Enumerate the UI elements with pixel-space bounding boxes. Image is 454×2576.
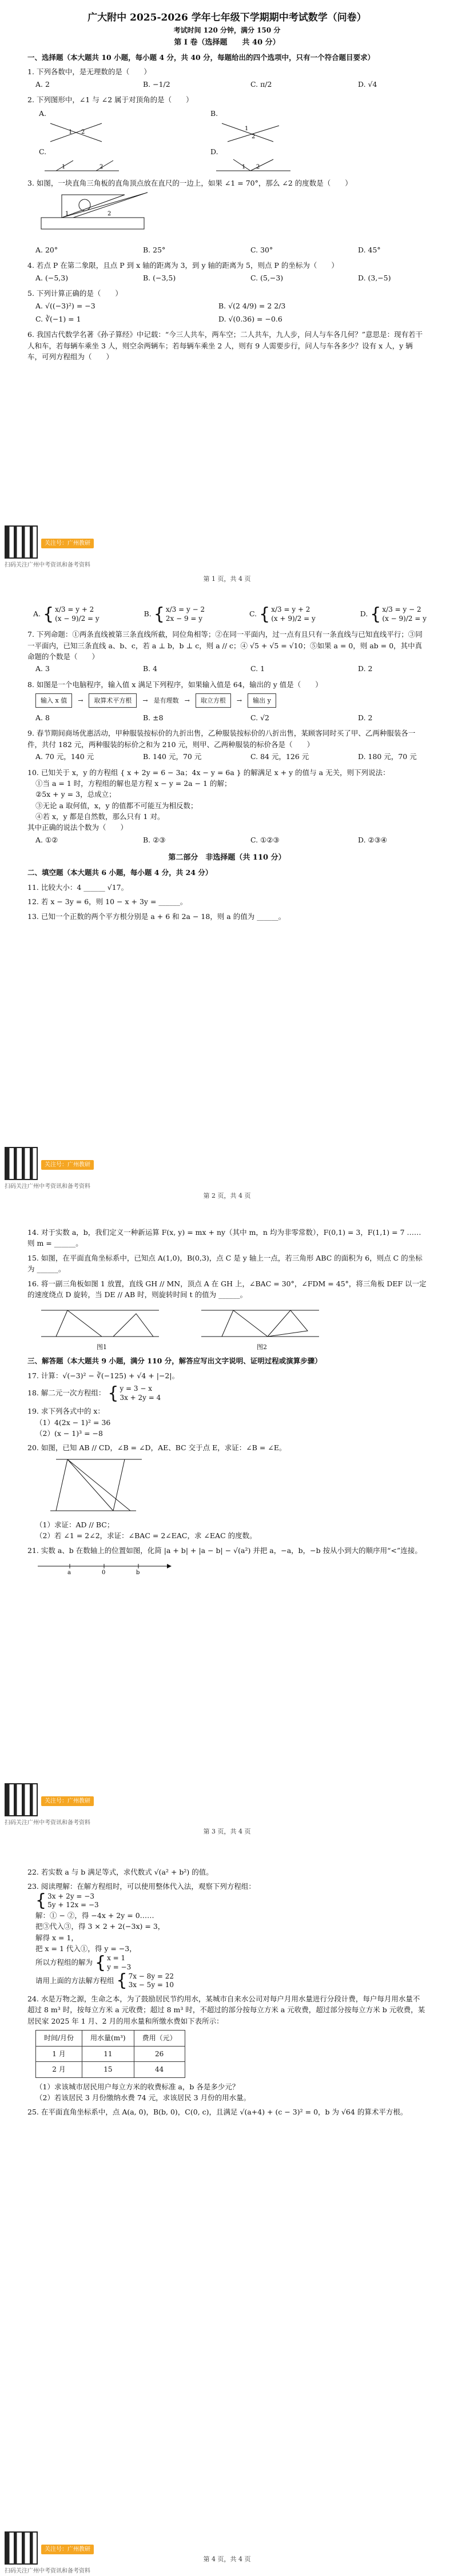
- option-d: D. 180 元，70 元: [358, 752, 417, 761]
- option-a: A. 2: [35, 79, 50, 89]
- table-row: 2 月 15 44: [36, 2062, 185, 2078]
- question-22: 22. 若实数 a 与 b 满足等式，求代数式 √(a² + b²) 的值。: [27, 1868, 213, 1876]
- option-c: C. √2: [250, 713, 269, 723]
- question-stem: 6. 我国古代数学名著《孙子算经》中记载：“今三人共车，两车空；二人共车，九人步，问人与车各几何？”意思是：现有若干人和车，若每辆车乘坐 3 人，则空余两辆车；若每辆车乘坐 2 人，则有 9 人需要步行，问人与车各多少？设有 x 人，y 辆车，可列方程组为（ ）: [27, 330, 423, 362]
- table-row: 1 月 11 26: [36, 2046, 185, 2062]
- option-d: D. 2: [358, 664, 373, 673]
- qr-code-icon: [5, 525, 38, 559]
- solution-step: 解：① − ②，得 −4x + 2y = 0……: [35, 1911, 154, 1920]
- option-b: B. 4: [143, 664, 158, 673]
- question-stem: 4. 若点 P 在第二象限，且点 P 到 x 轴的距离为 3，到 y 轴的距离为 5，则点 P 的坐标为（ ）: [27, 261, 338, 270]
- number-line: [35, 1558, 173, 1575]
- question-21: 21. 实数 a、b 在数轴上的位置如图，化简 |a + b| + |a − b| − √(a²) 并把 a，−a，b，−b 按从小到大的顺序用“<”连接。: [27, 1546, 422, 1555]
- statement-2: ②5x + y = 3，总成立；: [35, 790, 116, 799]
- solution-answer: 所以方程组的解为 { x = 1 y = −3: [35, 1953, 132, 1973]
- svg-text:1: 1: [245, 125, 249, 132]
- ad-badge: 关注号：广州教研: [41, 2545, 94, 2555]
- question-16-figures: [27, 1302, 427, 1352]
- parallel-lines-figure: [45, 1454, 148, 1516]
- page-3: [0, 1214, 454, 1848]
- qr-code-icon: [5, 2531, 38, 2565]
- ask-system: 请用上面的方法解方程组 { 7x − 8y = 22 3x − 5y = 10: [35, 1971, 174, 1991]
- option-a-figure: A. 1 2: [39, 108, 130, 144]
- page-1: [0, 0, 454, 594]
- option-b: B. ②③: [143, 835, 166, 844]
- option-d: D. 2: [358, 713, 373, 723]
- svg-text:2: 2: [81, 129, 85, 135]
- exam-info: 考试时间 120 分钟，满分 150 分: [173, 26, 281, 35]
- question-stem: 1. 下列各数中，是无理数的是（ ）: [27, 67, 151, 77]
- option-a: A. ①②: [35, 835, 58, 844]
- subquestion-2: （2）(x − 1)³ = −8: [35, 1429, 103, 1438]
- page-number: 第 4 页，共 4 页: [203, 2555, 251, 2563]
- question-9: [27, 728, 427, 763]
- part2-title: 第二部分 非选择题（共 110 分）: [168, 853, 286, 862]
- option-d: D. (3,−5): [358, 273, 391, 282]
- question-stem: 3. 如图，一块直角三角板的直角顶点放在直尺的一边上，如果 ∠1 = 70°，那么 ∠2 的度数是（ ）: [27, 179, 352, 188]
- option-c: C. 30°: [250, 246, 273, 255]
- angle-figure-d: [210, 157, 302, 174]
- option-d: D. √4: [358, 79, 377, 89]
- section3-heading: 三、解答题（本大题共 9 小题，满分 110 分，解答应写出文字说明、证明过程或演算步骤）: [27, 1357, 322, 1366]
- option-c: C. ①②③: [250, 835, 280, 844]
- part1-title: 第 I 卷（选择题 共 40 分）: [174, 38, 280, 47]
- option-a: A. 20°: [35, 246, 58, 255]
- svg-text:2: 2: [252, 133, 256, 140]
- option-d: D. √(0.36) = −0.6: [218, 314, 282, 323]
- option-a: A. 8: [35, 713, 50, 723]
- option-b: B. −1/2: [143, 79, 170, 89]
- table-header: 用水量(m³): [82, 2030, 134, 2046]
- question-stem: 10. 已知关于 x，y 的方程组 { x + 2y = 6 − 3a；4x − y = 6a } 的解满足 x + y 的值与 a 无关，则下列说法：: [27, 768, 390, 777]
- option-c: C. π/2: [250, 79, 272, 89]
- flow-sqrt: 取算术平方根: [89, 693, 137, 708]
- question-7: [27, 629, 427, 676]
- question-13: 13. 已知一个正数的两个平方根分别是 a + 6 和 2a − 18，则 a 的值为 ______。: [27, 912, 286, 921]
- question-stem: 5. 下列计算正确的是（ ）: [27, 289, 122, 298]
- page-number: 第 2 页，共 4 页: [203, 1192, 251, 1199]
- program-flowchart: [27, 693, 427, 708]
- page-2: [0, 594, 454, 1211]
- page-number: 第 1 页，共 4 页: [203, 575, 251, 583]
- question-6-options: [27, 594, 427, 625]
- question-24: 24. 水是万物之源，生命之本，为了鼓励居民节约用水，某城市自来水公司对每户月用水量进行分段计费，每户每月用水量不超过 8 m³ 时，按每立方米 a 元收费；超过 8 m³ 时，不超过的部分按每立方米 a 元收费，超过部分按每立方米 b 元收费，某居民家 2025 年 1 月、2 月的用水量和所缴水费如下表所示： 时间/月份 用水量(m³) 费用（元） 1 月 11 26 2 月 15 44 （1）求该城市居民用户每立方米的收费标准 a，b 各是多少元？ （2）若该居民 3 月份缴纳水费 74 元，求该居民 3 月份的用水量。: [27, 1993, 427, 2104]
- option-c: C. 1: [250, 664, 265, 673]
- subquestion-2: （2）若该居民 3 月份缴纳水费 74 元，求该居民 3 月份的用水量。: [35, 2093, 251, 2102]
- question-19: 19. 求下列各式中的 x： （1）4(2x − 1)² = 36 （2）(x − 1)³ = −8: [27, 1406, 427, 1439]
- option-b: B. 140 元，70 元: [143, 752, 202, 761]
- angle-figure-b: [210, 119, 302, 144]
- question-2: [27, 94, 427, 174]
- flow-input: 输入 x 值: [35, 693, 72, 708]
- question-18: 18. 解二元一次方程组： { y = 3 − x 3x + 2y = 4: [27, 1383, 161, 1403]
- statement-3: ③无论 a 取何值，x，y 的值都不可能互为相反数；: [35, 801, 198, 810]
- footer-ad: [5, 1783, 94, 1826]
- question-stem: 7. 下列命题：①两条直线被第三条直线所截，同位角相等；②在同一平面内，过一点有且只有一条直线与已知直线平行；③同一平面内，已知三条直线 a、b、c，若 a ⊥ b，b ⊥ c，则 a // c；④ √5 + √5 = √10；⑤如果 a = 0，则 ab = 0，其中真命题的个数是（ ）: [27, 630, 423, 661]
- figure-1-label: 图1: [97, 1343, 107, 1351]
- svg-text:1: 1: [242, 164, 246, 171]
- option-b: B. (−3,5): [143, 273, 176, 282]
- question-2-figures-row2: [27, 146, 427, 174]
- subquestion-1: （1）求证：AD // BC；: [35, 1520, 114, 1530]
- subquestion-2: （2）若 ∠1 = 2∠2，求证：∠BAC = 2∠EAC，求 ∠EAC 的度数。: [35, 1531, 257, 1540]
- question-17: 17. 计算：√(−3)² − ∛(−125) + √4 + |−2|。: [27, 1371, 180, 1380]
- statement-4: ④若 x，y 都是自然数，那么只有 1 对。: [35, 812, 165, 821]
- ad-text: 扫码关注广州中考资讯和备考资料: [5, 1820, 90, 1826]
- option-d-figure: D. 1 2: [210, 146, 302, 174]
- question-23: 23. 阅读理解：在解方程组时，可以使用整体代入法，观察下列方程组： { 3x + 2y = −3 5y + 12x = −3 解：① − ②，得 −4x + 2y = 0…… 把③代入③，得 3 × 2 + 2(−3x) = 3， 解得 x = 1， 把 x = 1 代入①，得 y = −3， 所以方程组的解为 { x = 1 y = −3 请用上面的方法解方程组 { 7x − 8y = 22 3x − 5y = 10: [27, 1881, 427, 1989]
- question-8: [27, 679, 427, 725]
- option-a: A. √((−3)²) = −3: [35, 301, 95, 310]
- subquestion-1: （1）求该城市居民用户每立方米的收费标准 a，b 各是多少元？: [35, 2082, 240, 2091]
- option-a: A. 70 元，140 元: [35, 752, 94, 761]
- question-tail: 其中正确的说法个数为（ ）: [27, 823, 128, 832]
- subquestion-1: （1）4(2x − 1)² = 36: [35, 1418, 111, 1427]
- numline-label-0: 0: [102, 1570, 106, 1576]
- option-b-figure: B. 1 2: [210, 108, 302, 144]
- svg-text:2: 2: [99, 164, 103, 171]
- ad-badge: 关注号：广州教研: [41, 1160, 94, 1170]
- angle-label-2: 2: [107, 210, 111, 217]
- option-c-figure: C. 1 2: [39, 146, 130, 174]
- solution-step: 把 x = 1 代入①，得 y = −3，: [35, 1944, 137, 1953]
- question-2-figures: [27, 108, 427, 144]
- footer-ad: [5, 525, 94, 568]
- svg-text:1: 1: [62, 164, 66, 171]
- footer-ad: [5, 2531, 94, 2574]
- option-a: A. 3: [35, 664, 50, 673]
- option-c: C. 84 元，126 元: [250, 752, 309, 761]
- svg-text:2: 2: [256, 164, 260, 171]
- figure-2: [199, 1302, 325, 1352]
- flow-rational: 是有理数: [153, 697, 179, 705]
- option-b: B. { x/3 = y − 2 2x − 9 = y: [144, 604, 205, 624]
- table-header: 时间/月份: [36, 2030, 82, 2046]
- option-b: B. √(2 4/9) = 2 2/3: [218, 301, 286, 310]
- question-10: [27, 767, 427, 847]
- flow-cbrt: 取立方根: [196, 693, 231, 708]
- question-6: [27, 329, 427, 362]
- section1-heading: 一、选择题（本大题共 10 小题，每小题 4 分，共 40 分，每题给出的四个选项中，只有一个符合题目要求）: [27, 53, 375, 62]
- question-1: [27, 66, 427, 91]
- triangle-ruler-figure: [39, 189, 153, 240]
- question-11: 11. 比较大小：4 ______ √17。: [27, 882, 129, 892]
- arrow-icon: →: [78, 697, 83, 705]
- question-25: 25. 在平面直角坐标系中，点 A(a, 0)，B(b, 0)，C(0, c)，且满足 √(a+4) + (c − 3)² = 0，b 为 √64 的算术平方根。: [27, 2108, 408, 2117]
- page-number: 第 3 页，共 4 页: [203, 1828, 251, 1835]
- ad-text: 扫码关注广州中考资讯和备考资料: [5, 562, 90, 568]
- option-b: B. ±8: [143, 713, 164, 723]
- question-stem: 8. 如图是一个电脑程序，输入值 x 满足下列程序，如果输入值是 64，输出的 y 值是（ ）: [27, 680, 322, 689]
- angle-figure-a: [39, 119, 130, 144]
- option-d: D. ②③④: [358, 835, 388, 844]
- figure-2-label: 图2: [257, 1343, 267, 1351]
- ad-text: 扫码关注广州中考资讯和备考资料: [5, 2568, 90, 2574]
- question-15: 15. 如图，在平面直角坐标系中，已知点 A(1,0)，B(0,3)，点 C 是 y 轴上一点，若三角形 ABC 的面积为 6，则点 C 的坐标为 ______。: [27, 1253, 423, 1274]
- svg-text:1: 1: [69, 129, 73, 135]
- angle-figure-c: [39, 157, 130, 174]
- qr-code-icon: [5, 1147, 38, 1180]
- numline-label-a: a: [67, 1570, 71, 1576]
- question-14: 14. 对于实数 a，b，我们定义一种新运算 F(x, y) = mx + ny（其中 m，n 均为非零常数），F(0,1) = 3，F(1,1) = 7 ……则 m = ______。: [27, 1228, 421, 1248]
- flow-output: 输出 y: [248, 693, 276, 708]
- question-5: [27, 288, 427, 326]
- water-usage-table: [35, 2030, 185, 2078]
- option-c: C. ∛(−1) = 1: [35, 314, 81, 323]
- solution-step: 解得 x = 1，: [35, 1933, 78, 1942]
- question-stem: 9. 春节期间商场优惠活动，甲种服装按标价的九折出售，乙种服装按标价的八折出售，某顾客同时买了甲、乙两种服装各一件，共付 182 元，两种服装的标价之和为 210 元，则甲、乙两种服装的标价各是（ ）: [27, 729, 416, 749]
- option-c: C. { x/3 = y + 2 (x + 9)/2 = y: [249, 604, 316, 624]
- angle-label-1: 1: [65, 210, 69, 217]
- ad-badge: 关注号：广州教研: [41, 539, 94, 549]
- option-a: A. { x/3 = y + 2 (x − 9)/2 = y: [33, 604, 99, 624]
- ad-text: 扫码关注广州中考资讯和备考资料: [5, 1183, 90, 1190]
- numline-label-b: b: [136, 1570, 140, 1576]
- solution-step: 把③代入③，得 3 × 2 + 2(−3x) = 3，: [35, 1922, 165, 1931]
- exam-title: 广大附中 2025-2026 学年七年级下学期期中考试数学（问卷）: [87, 12, 367, 23]
- arrow-icon: →: [236, 697, 242, 705]
- option-d: D. { x/3 = y − 2 (x − 9)/2 = y: [360, 604, 427, 624]
- ad-badge: 关注号：广州教研: [41, 1796, 94, 1807]
- page-4: [0, 1852, 454, 2573]
- question-12: 12. 若 x − 3y = 6，则 10 − x + 3y = ______。: [27, 897, 188, 906]
- question-20: 20. 如图，已知 AB // CD，∠B = ∠D，AE、BC 交于点 E，求证：∠B = ∠E。 （1）求证：AD // BC； （2）若 ∠1 = 2∠2，求证：∠BAC = 2∠EAC，求 ∠EAC 的度数。: [27, 1442, 427, 1542]
- question-4: [27, 260, 427, 284]
- arrow-icon: →: [142, 697, 148, 705]
- statement-1: ①当 a = 1 时，方程组的解也是方程 x − y = 2a − 1 的解；: [35, 779, 232, 788]
- option-b: B. 25°: [143, 246, 166, 255]
- arrow-icon: →: [184, 697, 190, 705]
- option-a: A. (−5,3): [35, 273, 69, 282]
- figure-1: [39, 1302, 165, 1352]
- question-16: 16. 将一副三角板如图 1 放置，直线 GH // MN，顶点 A 在 GH 上，∠BAC = 30°，∠FDM = 45°，将三角板 DEF 以一定的速度绕点 D 旋转，当 DE // AB 时，则旋转时间 t 的值为 ______。: [27, 1279, 427, 1299]
- question-stem: 2. 下列图形中，∠1 与 ∠2 属于对顶角的是（ ）: [27, 95, 193, 105]
- option-d: D. 45°: [358, 246, 381, 255]
- qr-code-icon: [5, 1783, 38, 1816]
- section2-heading: 二、填空题（本大题共 6 小题，每小题 4 分，共 24 分）: [27, 868, 213, 877]
- question-3: [27, 178, 427, 256]
- option-c: C. (5,−3): [250, 273, 284, 282]
- table-header: 费用（元）: [134, 2030, 185, 2046]
- footer-ad: [5, 1147, 94, 1190]
